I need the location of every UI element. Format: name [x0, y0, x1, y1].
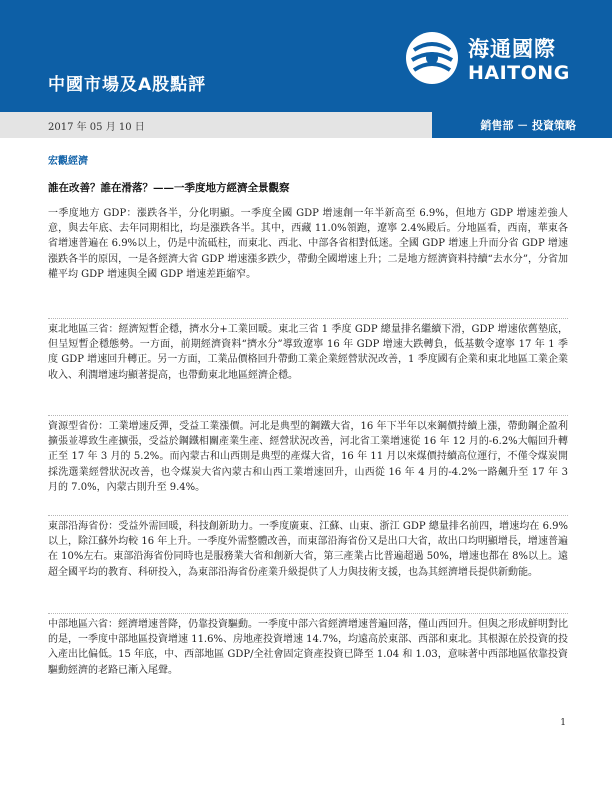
date-department-bar	[0, 112, 612, 138]
report-header	[0, 0, 612, 112]
divider	[48, 415, 568, 416]
article-headline: 誰在改善？誰在滑落？——一季度地方經濟全景觀察	[48, 182, 290, 194]
haitong-logo-icon	[404, 30, 460, 86]
divider	[48, 318, 568, 319]
section-label: 宏觀經濟	[48, 156, 88, 167]
paragraph-resource-provinces: 資源型省份：工業增速反彈，受益工業漲價。河北是典型的鋼鐵大省，16 年下半年以來鋼價持續上漲，帶動鋼企盈利擴張並導致生產擴張，受益於鋼鐵相關產業生產、經營狀況改善，河北省工業增速從 16 年 12 月的-6.2%大幅回升轉正至 17 年 3 月的 5.2%。而內蒙古和山西則是典型的產煤大省，16 年 11 月以來煤價持續高位運行，不僅令煤炭開採洗選業經營狀況改善，也令煤炭大省內蒙古和山西工業增速回升，山西從 16 年 4 月的-4.2%一路飆升至 17 年 3 月的 7.0%，內蒙古則升至 9.4%。	[48, 421, 568, 493]
paragraph-northeast: 東北地區三省：經濟短暫企穩，擠水分+工業回暖。東北三省 1 季度 GDP 總量排名繼續下滑，GDP 增速依舊墊底，但呈短暫企穩態勢。一方面，前期經濟資料“擠水分”導致遼寧 16 年 GDP 增速大跌轉負，低基數令遼寧 17 年 1 季度 GDP 增速回升轉正。另一方面，工業品價格回升帶動工業企業經營狀況改善，1 季度國有企業和東北地區工業企業收入、利潤增速均顯著提高，也帶動東北地區經濟企穩。	[48, 324, 568, 381]
report-title: 中國市場及A股點評	[48, 75, 207, 95]
paragraph-central-region: 中部地區六省：經濟增速普降，仍靠投資驅動。一季度中部六省經濟增速普遍回落，僅山西回升。但與之形成鮮明對比的是，一季度中部地區投資增速 11.6%、房地產投資增速 14.7%，均遠高於東部、西部和東北。其根源在於投資的投入產出比偏低。15 年底，中、西部地區 GDP/全社會固定資產投資已降至 1.04 和 1.03，意味著中西部地區依靠投資驅動經濟的老路已漸入尾聲。	[48, 619, 568, 676]
logo-chinese-text: 海通國際	[468, 37, 556, 61]
divider	[48, 515, 568, 516]
page-number: 1	[560, 718, 566, 728]
logo-english-text: HAITONG	[468, 62, 570, 84]
haitong-logo	[404, 30, 584, 86]
divider	[48, 613, 568, 614]
report-date: 2017 年 05 月 10 日	[48, 122, 145, 133]
paragraph-gdp-overview: 一季度地方 GDP：漲跌各半，分化明顯。一季度全國 GDP 增速創一年半新高至 6.9%，但地方 GDP 增速差強人意，與去年底、去年同期相比，均是漲跌各半。其中，西藏 11.0%領跑，遼寧 2.4%殿后。分地區看，西南，華東各省增速普遍在 6.9%以上，仍是中流砥柱，而東北、西北、中部各省相對低迷。全國 GDP 增速上升而分省 GDP 增速漲跌各半的原因，一是各經濟大省 GDP 增速漲多跌少，帶動全國增速上升；二是地方經濟資料持續“去水分”，分省加權平均 GDP 增速與全國 GDP 增速差距縮窄。	[48, 208, 568, 280]
department-label: 銷售部 － 投資策略	[480, 119, 576, 132]
paragraph-eastern-coastal: 東部沿海省份：受益外需回暖，科技創新助力。一季度廣東、江蘇、山東、浙江 GDP 總量排名前四，增速均在 6.9%以上，除江蘇外均較 16 年上升。一季度外需整體改善，而東部沿海省份又是出口大省，故出口均明顯增長，增速普遍在 10%左右。東部沿海省份同時也是服務業大省和創新大省，第三產業占比普遍超過 50%，增速也都在 8%以上。遠超全國平均的教育、科研投入，為東部沿海省份產業升級提供了人力與技術支援，也為其經濟增長提供新動能。	[48, 521, 568, 578]
